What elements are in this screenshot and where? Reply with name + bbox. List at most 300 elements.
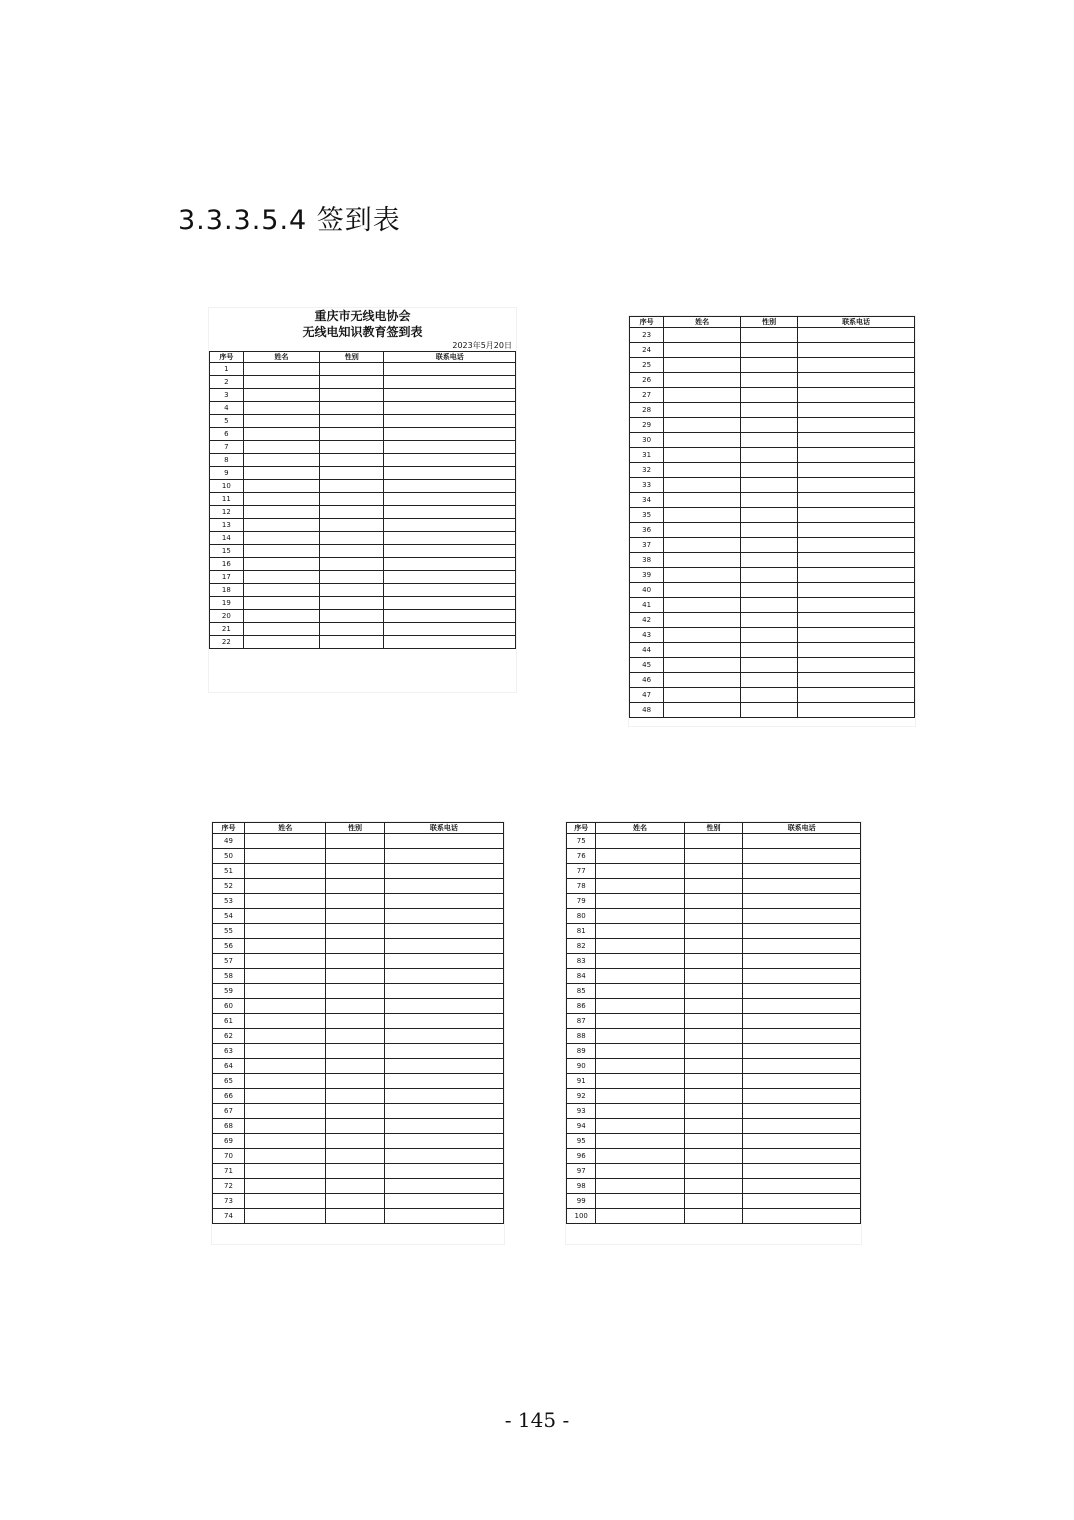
header-seq: 序号 [213, 823, 245, 834]
table-row [210, 532, 516, 545]
handwritten-sex [320, 480, 384, 493]
handwritten-name [596, 939, 684, 954]
handwritten-name [664, 583, 741, 598]
row-number: 91 [567, 1074, 596, 1089]
table-row [567, 849, 861, 864]
table-row [567, 954, 861, 969]
handwritten-sex [684, 999, 743, 1014]
row-number: 56 [213, 939, 245, 954]
handwritten-phone [743, 1059, 861, 1074]
row-number: 18 [210, 584, 244, 597]
handwritten-phone [384, 519, 516, 532]
header-sex: 性别 [326, 823, 384, 834]
table-row [630, 493, 915, 508]
signin-table-4 [566, 822, 861, 1224]
handwritten-sex [741, 508, 798, 523]
handwritten-name [664, 343, 741, 358]
handwritten-sex [741, 523, 798, 538]
handwritten-phone [743, 939, 861, 954]
handwritten-sex [326, 1194, 384, 1209]
table-row [567, 1149, 861, 1164]
row-number: 30 [630, 433, 664, 448]
handwritten-phone [384, 909, 503, 924]
handwritten-sex [320, 415, 384, 428]
row-number: 85 [567, 984, 596, 999]
handwritten-name [596, 1209, 684, 1224]
handwritten-name [664, 463, 741, 478]
handwritten-sex [320, 584, 384, 597]
handwritten-phone [384, 415, 516, 428]
table-row [630, 373, 915, 388]
handwritten-name [245, 834, 326, 849]
handwritten-sex [741, 613, 798, 628]
handwritten-phone [743, 1164, 861, 1179]
table-row [210, 558, 516, 571]
header-name: 姓名 [243, 352, 320, 363]
handwritten-phone [743, 1044, 861, 1059]
table-row [213, 894, 504, 909]
table-row [567, 894, 861, 909]
table-row [567, 1074, 861, 1089]
handwritten-phone [798, 598, 915, 613]
handwritten-phone [384, 636, 516, 649]
handwritten-name [596, 924, 684, 939]
row-number: 64 [213, 1059, 245, 1074]
handwritten-sex [741, 373, 798, 388]
handwritten-name [245, 849, 326, 864]
handwritten-phone [384, 1149, 503, 1164]
handwritten-phone [743, 1149, 861, 1164]
row-number: 62 [213, 1029, 245, 1044]
handwritten-phone [743, 1209, 861, 1224]
table-row [210, 428, 516, 441]
handwritten-name [245, 924, 326, 939]
table-row [630, 688, 915, 703]
table-row [630, 613, 915, 628]
handwritten-name [596, 879, 684, 894]
handwritten-phone [798, 613, 915, 628]
handwritten-sex [320, 389, 384, 402]
header-name: 姓名 [664, 317, 741, 328]
table-row [630, 403, 915, 418]
row-number: 45 [630, 658, 664, 673]
table-row [630, 628, 915, 643]
handwritten-sex [326, 1149, 384, 1164]
row-number: 29 [630, 418, 664, 433]
handwritten-sex [326, 1029, 384, 1044]
row-number: 82 [567, 939, 596, 954]
table-row [213, 1029, 504, 1044]
handwritten-name [596, 1119, 684, 1134]
handwritten-sex [741, 598, 798, 613]
table-body [213, 834, 504, 1224]
table-row [630, 448, 915, 463]
header-phone: 联系电话 [743, 823, 861, 834]
header-seq: 序号 [630, 317, 664, 328]
table-row [213, 1059, 504, 1074]
handwritten-phone [384, 493, 516, 506]
table-row [213, 1194, 504, 1209]
row-number: 4 [210, 402, 244, 415]
row-number: 12 [210, 506, 244, 519]
table-row [210, 480, 516, 493]
handwritten-name [664, 568, 741, 583]
signin-sheet-1 [209, 308, 516, 692]
handwritten-phone [743, 1014, 861, 1029]
row-number: 60 [213, 999, 245, 1014]
table-row [630, 343, 915, 358]
table-row [567, 909, 861, 924]
handwritten-phone [384, 428, 516, 441]
handwritten-phone [743, 954, 861, 969]
handwritten-phone [384, 954, 503, 969]
row-number: 89 [567, 1044, 596, 1059]
handwritten-phone [743, 1074, 861, 1089]
handwritten-sex [320, 597, 384, 610]
handwritten-name [596, 1014, 684, 1029]
table-row [213, 1104, 504, 1119]
row-number: 5 [210, 415, 244, 428]
handwritten-phone [743, 879, 861, 894]
handwritten-phone [798, 658, 915, 673]
handwritten-name [596, 909, 684, 924]
row-number: 41 [630, 598, 664, 613]
row-number: 44 [630, 643, 664, 658]
row-number: 25 [630, 358, 664, 373]
handwritten-name [243, 376, 320, 389]
row-number: 52 [213, 879, 245, 894]
handwritten-sex [326, 1074, 384, 1089]
row-number: 65 [213, 1074, 245, 1089]
row-number: 48 [630, 703, 664, 718]
row-number: 58 [213, 969, 245, 984]
handwritten-name [596, 1194, 684, 1209]
table-row [630, 433, 915, 448]
handwritten-name [243, 519, 320, 532]
handwritten-phone [384, 623, 516, 636]
row-number: 33 [630, 478, 664, 493]
handwritten-phone [384, 1014, 503, 1029]
handwritten-sex [684, 984, 743, 999]
handwritten-sex [684, 864, 743, 879]
row-number: 96 [567, 1149, 596, 1164]
signin-sheet-3 [212, 822, 504, 1244]
handwritten-name [596, 1164, 684, 1179]
handwritten-name [245, 864, 326, 879]
signin-sheet-2 [629, 316, 915, 726]
table-body [210, 363, 516, 649]
table-row [210, 545, 516, 558]
row-number: 36 [630, 523, 664, 538]
handwritten-phone [743, 834, 861, 849]
sheet-title-line-1: 重庆市无线电协会 [314, 309, 411, 323]
table-row [567, 1179, 861, 1194]
handwritten-name [664, 448, 741, 463]
row-number: 38 [630, 553, 664, 568]
header-name: 姓名 [596, 823, 684, 834]
signin-sheet-4 [566, 822, 861, 1244]
table-body [567, 834, 861, 1224]
handwritten-sex [741, 538, 798, 553]
sheet-title-line-2: 无线电知识教育签到表 [302, 325, 423, 339]
handwritten-phone [384, 376, 516, 389]
row-number: 43 [630, 628, 664, 643]
table-row [567, 1209, 861, 1224]
row-number: 51 [213, 864, 245, 879]
handwritten-name [245, 1209, 326, 1224]
table-row [210, 376, 516, 389]
handwritten-name [596, 954, 684, 969]
handwritten-phone [384, 467, 516, 480]
row-number: 1 [210, 363, 244, 376]
table-row [210, 363, 516, 376]
table-row [213, 1149, 504, 1164]
handwritten-sex [741, 568, 798, 583]
handwritten-sex [326, 909, 384, 924]
row-number: 6 [210, 428, 244, 441]
handwritten-name [245, 1029, 326, 1044]
table-row [567, 984, 861, 999]
handwritten-sex [684, 1029, 743, 1044]
handwritten-name [245, 999, 326, 1014]
handwritten-sex [320, 454, 384, 467]
handwritten-name [243, 610, 320, 623]
handwritten-sex [326, 1164, 384, 1179]
handwritten-phone [798, 343, 915, 358]
handwritten-phone [798, 403, 915, 418]
header-phone: 联系电话 [384, 823, 503, 834]
handwritten-sex [326, 954, 384, 969]
handwritten-sex [684, 1194, 743, 1209]
table-row [567, 939, 861, 954]
handwritten-sex [320, 467, 384, 480]
handwritten-name [664, 703, 741, 718]
handwritten-sex [326, 849, 384, 864]
table-row [567, 834, 861, 849]
table-row [213, 849, 504, 864]
handwritten-phone [384, 1074, 503, 1089]
row-number: 73 [213, 1194, 245, 1209]
table-row [213, 1074, 504, 1089]
table-row [630, 418, 915, 433]
handwritten-phone [384, 1089, 503, 1104]
row-number: 23 [630, 328, 664, 343]
handwritten-phone [798, 463, 915, 478]
handwritten-name [596, 834, 684, 849]
table-row [630, 703, 915, 718]
handwritten-name [664, 613, 741, 628]
header-sex: 性别 [320, 352, 384, 363]
handwritten-phone [798, 688, 915, 703]
handwritten-name [245, 1119, 326, 1134]
handwritten-sex [684, 849, 743, 864]
handwritten-name [243, 428, 320, 441]
handwritten-name [664, 358, 741, 373]
row-number: 72 [213, 1179, 245, 1194]
handwritten-sex [741, 583, 798, 598]
handwritten-name [243, 441, 320, 454]
handwritten-name [664, 328, 741, 343]
row-number: 17 [210, 571, 244, 584]
handwritten-phone [798, 643, 915, 658]
handwritten-sex [741, 493, 798, 508]
handwritten-phone [798, 628, 915, 643]
header-seq: 序号 [210, 352, 244, 363]
row-number: 9 [210, 467, 244, 480]
handwritten-sex [326, 939, 384, 954]
handwritten-name [664, 418, 741, 433]
row-number: 94 [567, 1119, 596, 1134]
table-row [210, 493, 516, 506]
handwritten-phone [384, 571, 516, 584]
table-row [213, 834, 504, 849]
table-row [213, 1164, 504, 1179]
row-number: 93 [567, 1104, 596, 1119]
row-number: 49 [213, 834, 245, 849]
handwritten-phone [384, 1179, 503, 1194]
handwritten-phone [743, 864, 861, 879]
row-number: 84 [567, 969, 596, 984]
handwritten-phone [743, 1104, 861, 1119]
row-number: 14 [210, 532, 244, 545]
handwritten-phone [798, 523, 915, 538]
handwritten-name [664, 628, 741, 643]
handwritten-sex [326, 1179, 384, 1194]
handwritten-phone [384, 480, 516, 493]
handwritten-sex [684, 924, 743, 939]
row-number: 22 [210, 636, 244, 649]
row-number: 97 [567, 1164, 596, 1179]
header-seq: 序号 [567, 823, 596, 834]
handwritten-name [245, 894, 326, 909]
row-number: 88 [567, 1029, 596, 1044]
handwritten-phone [743, 1179, 861, 1194]
handwritten-name [243, 415, 320, 428]
table-row [630, 358, 915, 373]
handwritten-sex [320, 428, 384, 441]
table-header-row [567, 823, 861, 834]
row-number: 27 [630, 388, 664, 403]
sheet-date: 2023年5月20日 [452, 341, 512, 350]
handwritten-name [243, 532, 320, 545]
handwritten-sex [684, 1059, 743, 1074]
row-number: 67 [213, 1104, 245, 1119]
handwritten-sex [741, 628, 798, 643]
handwritten-name [664, 478, 741, 493]
row-number: 79 [567, 894, 596, 909]
handwritten-phone [798, 328, 915, 343]
table-header-row [213, 823, 504, 834]
table-row [213, 1134, 504, 1149]
handwritten-name [243, 493, 320, 506]
table-row [630, 673, 915, 688]
handwritten-sex [326, 1014, 384, 1029]
row-number: 87 [567, 1014, 596, 1029]
row-number: 35 [630, 508, 664, 523]
handwritten-name [243, 584, 320, 597]
handwritten-sex [741, 418, 798, 433]
handwritten-sex [684, 954, 743, 969]
handwritten-name [664, 373, 741, 388]
handwritten-sex [741, 643, 798, 658]
handwritten-phone [798, 478, 915, 493]
handwritten-name [245, 1059, 326, 1074]
row-number: 26 [630, 373, 664, 388]
handwritten-sex [741, 403, 798, 418]
handwritten-sex [320, 636, 384, 649]
handwritten-sex [684, 939, 743, 954]
handwritten-name [596, 1149, 684, 1164]
row-number: 57 [213, 954, 245, 969]
row-number: 74 [213, 1209, 245, 1224]
table-row [213, 1209, 504, 1224]
row-number: 24 [630, 343, 664, 358]
handwritten-phone [384, 879, 503, 894]
handwritten-phone [743, 924, 861, 939]
handwritten-phone [743, 894, 861, 909]
handwritten-phone [384, 834, 503, 849]
header-phone: 联系电话 [798, 317, 915, 328]
handwritten-sex [326, 1044, 384, 1059]
handwritten-name [664, 493, 741, 508]
page-number: - 145 - [504, 1408, 570, 1432]
handwritten-phone [384, 1194, 503, 1209]
row-number: 28 [630, 403, 664, 418]
row-number: 68 [213, 1119, 245, 1134]
table-row [630, 523, 915, 538]
row-number: 61 [213, 1014, 245, 1029]
handwritten-sex [684, 909, 743, 924]
handwritten-sex [684, 969, 743, 984]
signin-table-2 [629, 316, 915, 718]
header-name: 姓名 [245, 823, 326, 834]
table-row [567, 1059, 861, 1074]
handwritten-name [245, 939, 326, 954]
handwritten-name [245, 984, 326, 999]
row-number: 90 [567, 1059, 596, 1074]
handwritten-sex [741, 448, 798, 463]
row-number: 80 [567, 909, 596, 924]
table-row [567, 1194, 861, 1209]
handwritten-sex [320, 519, 384, 532]
handwritten-phone [384, 558, 516, 571]
handwritten-name [243, 597, 320, 610]
handwritten-phone [384, 402, 516, 415]
table-row [213, 1089, 504, 1104]
table-row [210, 454, 516, 467]
handwritten-phone [384, 532, 516, 545]
handwritten-sex [741, 358, 798, 373]
handwritten-sex [326, 999, 384, 1014]
section-title: 3.3.3.5.4 签到表 [178, 205, 401, 236]
handwritten-phone [798, 373, 915, 388]
row-number: 75 [567, 834, 596, 849]
row-number: 77 [567, 864, 596, 879]
handwritten-sex [320, 532, 384, 545]
handwritten-phone [743, 1029, 861, 1044]
handwritten-phone [384, 969, 503, 984]
handwritten-sex [684, 1104, 743, 1119]
row-number: 8 [210, 454, 244, 467]
handwritten-phone [384, 610, 516, 623]
handwritten-sex [684, 1134, 743, 1149]
handwritten-sex [320, 545, 384, 558]
handwritten-sex [741, 703, 798, 718]
handwritten-name [596, 1179, 684, 1194]
handwritten-sex [326, 864, 384, 879]
handwritten-sex [741, 388, 798, 403]
handwritten-phone [384, 1029, 503, 1044]
